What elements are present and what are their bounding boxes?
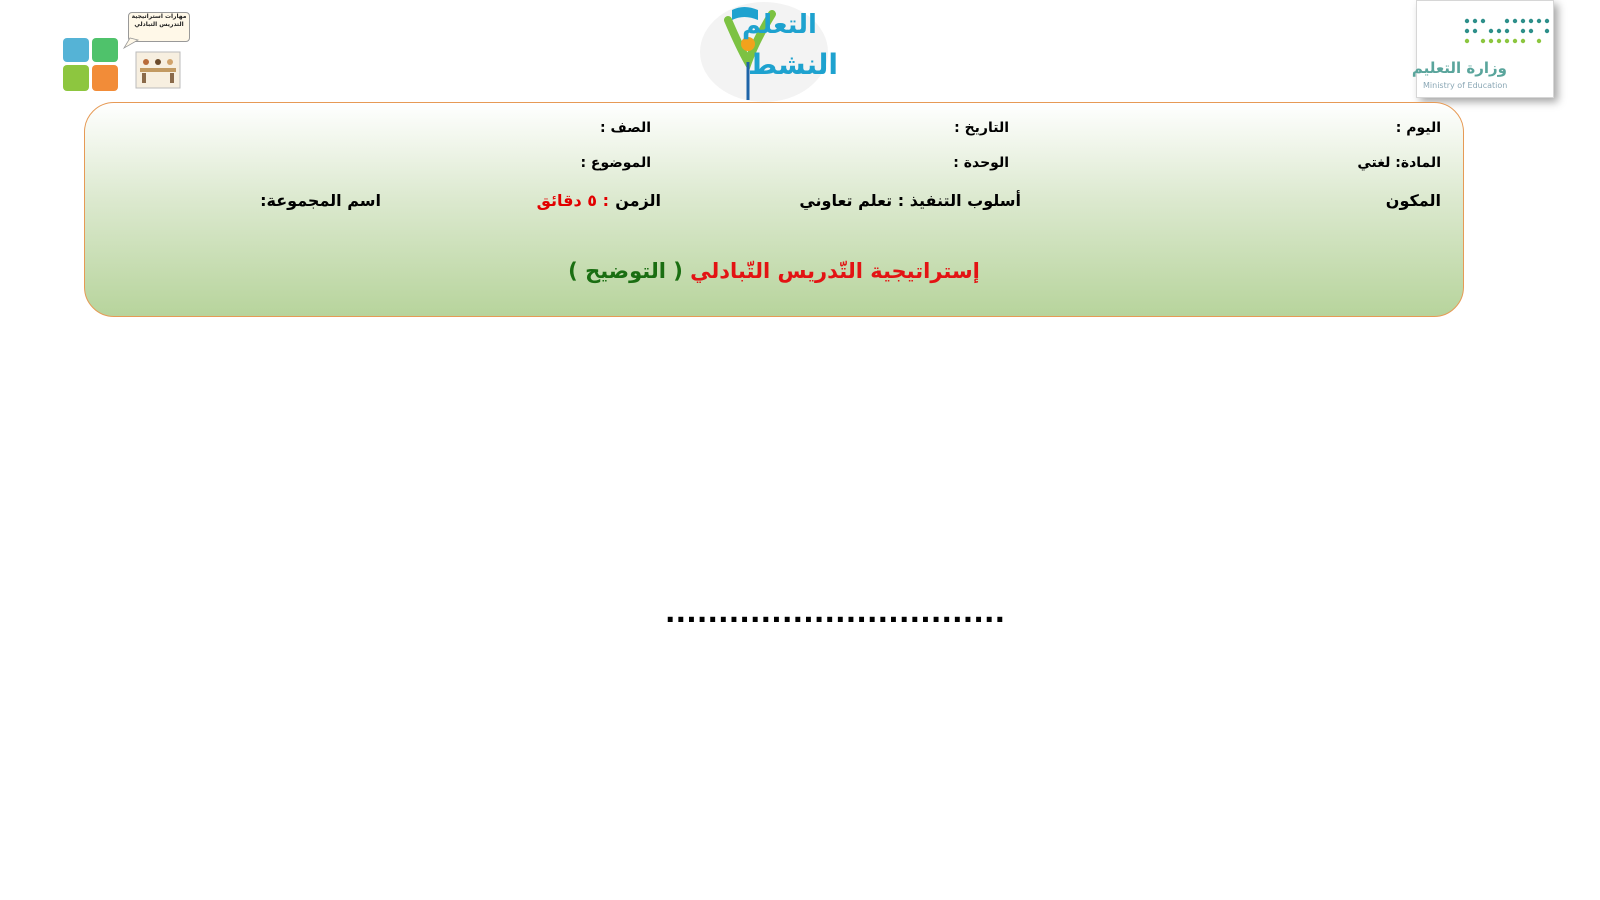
group-name-field: اسم المجموعة: <box>260 191 381 210</box>
time-value: : ٥ دقائق <box>536 191 609 210</box>
unit-field: الوحدة : <box>953 155 1009 171</box>
ministry-logo <box>1411 0 1554 98</box>
topic-field: الموضوع : <box>580 155 651 171</box>
day-field: اليوم : <box>1395 120 1441 136</box>
strategy-tiles-icon <box>60 8 192 98</box>
strategy-title-main: إستراتيجية التّدريس التّبادلي <box>690 259 980 283</box>
strategy-bubble: مهارات استراتيجية التدريس التبادلي <box>128 12 190 42</box>
active-learning-word1: التعلم <box>742 10 817 40</box>
active-learning-logo <box>698 0 840 104</box>
subject-field: المادة: لغتي <box>1357 155 1441 171</box>
lesson-header-box <box>84 102 1464 317</box>
component-field: المكون <box>1385 191 1441 210</box>
grade-field: الصف : <box>600 120 651 136</box>
active-learning-word2: النشط <box>748 48 839 81</box>
date-field: التاريخ : <box>954 120 1009 136</box>
strategy-title <box>85 259 1463 283</box>
dotted-answer-line: ................................ <box>664 596 1006 629</box>
ministry-dots-icon <box>1461 15 1551 51</box>
time-label: الزمن <box>615 191 661 210</box>
method-field: أسلوب التنفيذ : تعلم تعاوني <box>799 191 1021 210</box>
ministry-name-en: Ministry of Education <box>1423 81 1508 90</box>
ministry-name-ar: وزارة التعليم <box>1411 59 1507 77</box>
strategy-title-sub: ( التوضيح ) <box>568 259 683 283</box>
strategy-icon <box>60 8 192 98</box>
